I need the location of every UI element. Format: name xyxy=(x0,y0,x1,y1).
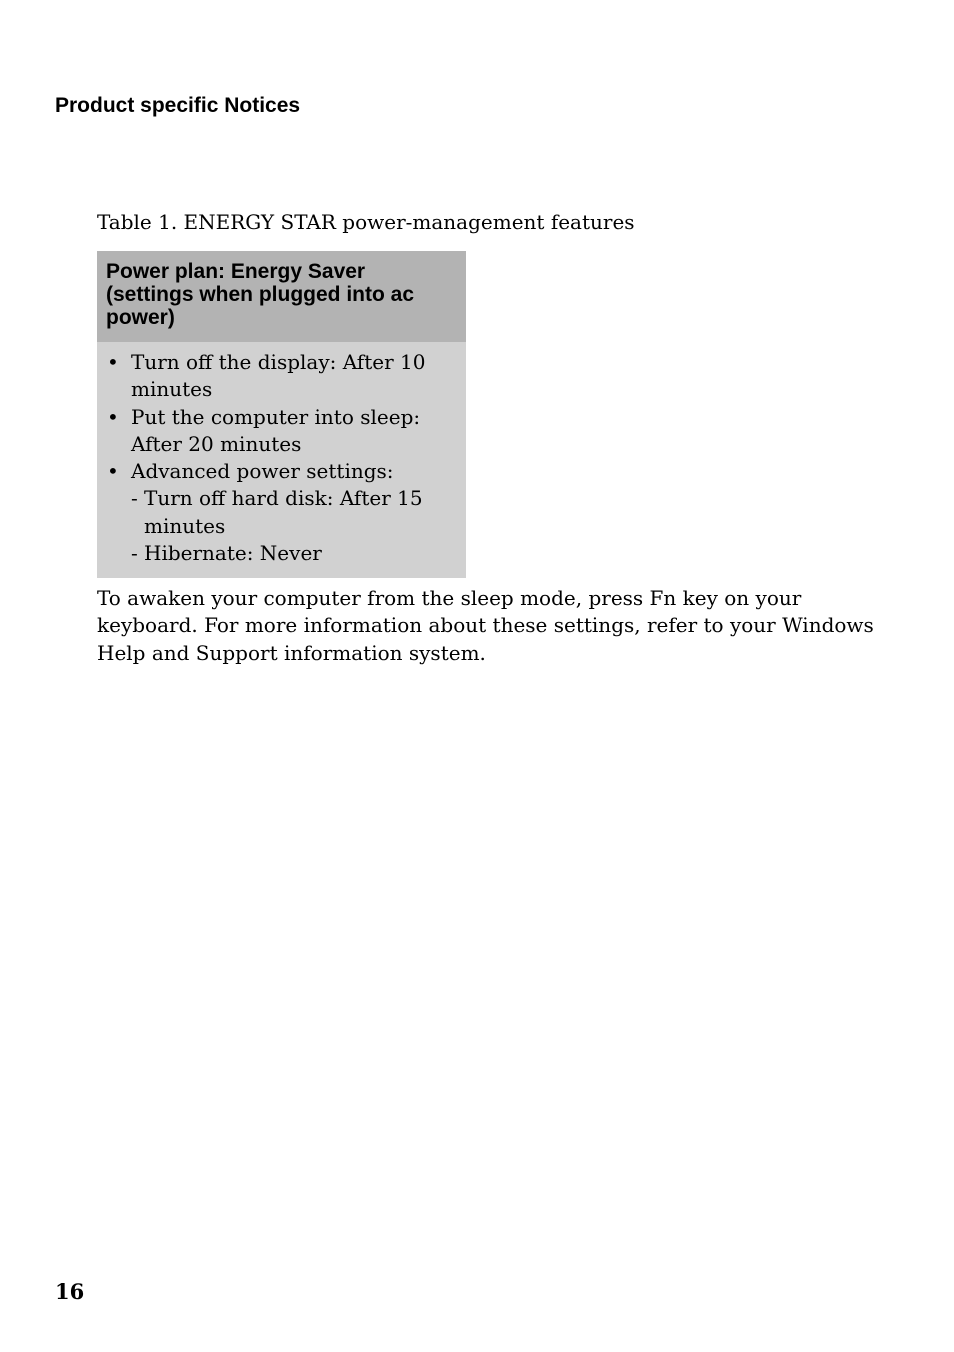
table-body-cell xyxy=(97,342,466,578)
energy-star-table xyxy=(97,251,466,578)
sub-list-item-line: Hibernate: Never xyxy=(144,541,322,566)
bullet-icon: • xyxy=(107,459,119,484)
list-item-line: After 20 minutes xyxy=(131,431,302,456)
list-item xyxy=(107,458,458,485)
table-header-line: Power plan: Energy Saver xyxy=(106,260,366,283)
table-header-line: power) xyxy=(106,306,175,329)
list-item-line: Put the computer into sleep: xyxy=(131,404,421,429)
list-item xyxy=(107,349,458,404)
bullet-icon: • xyxy=(107,350,119,374)
table-header-cell xyxy=(97,251,466,342)
dash-icon: - xyxy=(131,541,138,566)
table-header-line: (settings when plugged into ac xyxy=(106,283,415,306)
list-item-line: minutes xyxy=(131,377,213,402)
table-caption: Table 1. ENERGY STAR power-management features xyxy=(97,210,635,234)
bullet-icon: • xyxy=(107,404,119,429)
section-header: Product specific Notices xyxy=(55,94,301,117)
paragraph-line: To awaken your computer from the sleep mode, press Fn key on your xyxy=(97,586,802,610)
dash-icon: - xyxy=(131,486,138,511)
body-paragraph xyxy=(97,585,874,667)
sub-list-item xyxy=(107,540,458,567)
list-item-line: Advanced power settings: xyxy=(131,459,394,484)
page-number: 16 xyxy=(55,1279,85,1304)
paragraph-line: Help and Support information system. xyxy=(97,640,486,665)
sub-list-item-line: Turn off hard disk: After 15 xyxy=(144,486,423,511)
list-item-line: Turn off the display: After 10 xyxy=(131,350,426,374)
list-item xyxy=(107,404,458,459)
paragraph-line: keyboard. For more information about these settings, refer to your Windows xyxy=(97,613,874,638)
sub-list-item-line: minutes xyxy=(144,513,226,538)
sub-list-item xyxy=(107,485,458,540)
